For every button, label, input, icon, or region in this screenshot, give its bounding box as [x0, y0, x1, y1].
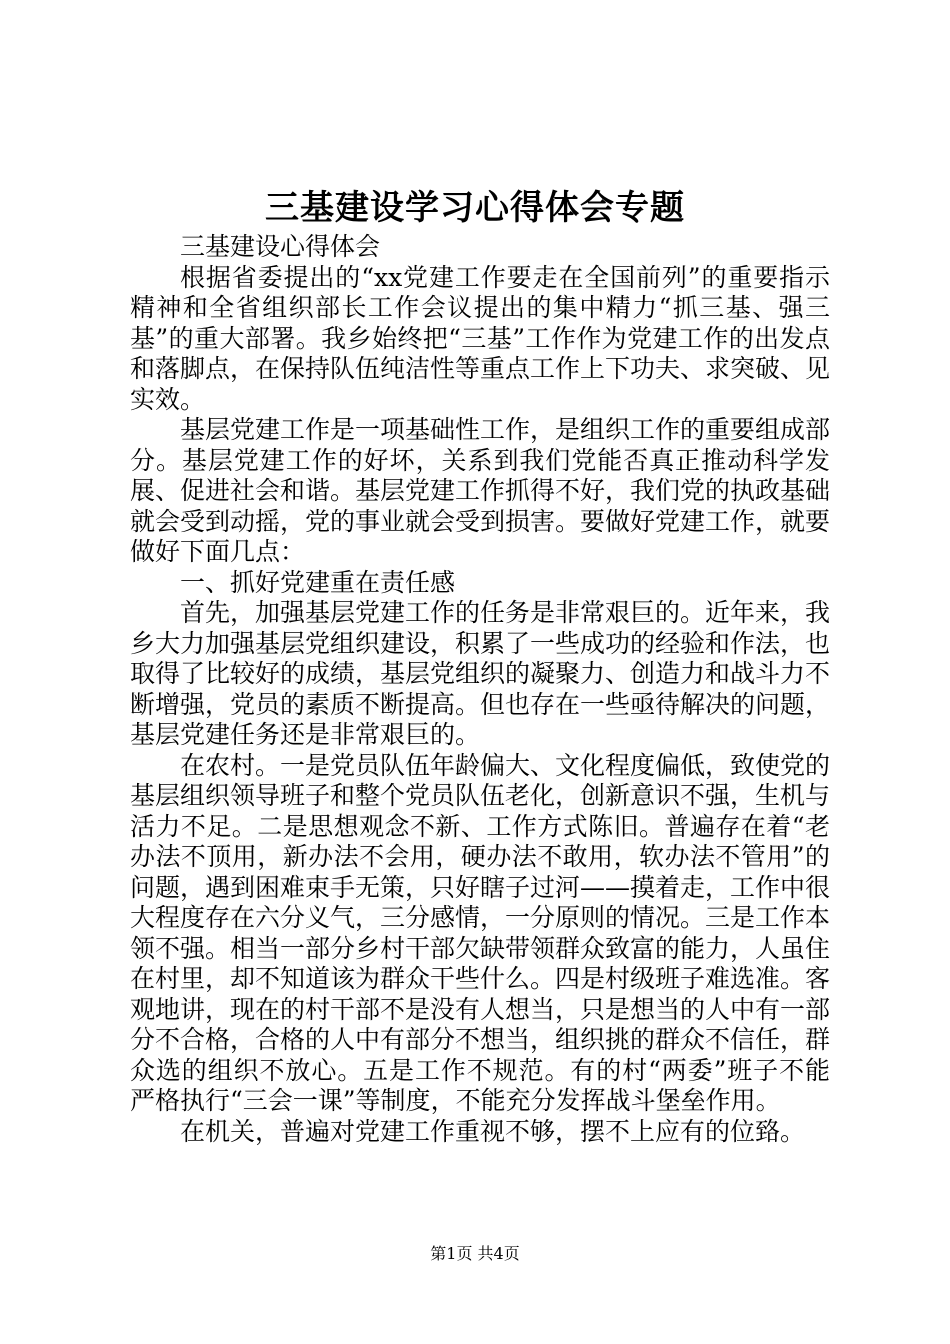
body-paragraph: 根据省委提出的“xx党建工作要走在全国前列”的重要指示精神和全省组织部长工作会议提出的集中精力“抓三基、强三基”的重大部署。我乡始终把“三基”工作作为党建工作的出发点和落脚点，在保持队伍纯洁性等重点工作上下功夫、求突破、见实效。 [130, 262, 831, 414]
section-heading: 一、抓好党建重在责任感 [180, 567, 456, 597]
document-body [130, 232, 830, 1147]
body-paragraph: 基层党建工作是一项基础性工作，是组织工作的重要组成部分。基层党建工作的好坏，关系到我们党能否真正推动科学发展、促进社会和谐。基层党建工作抓得不好，我们党的执政基础就会受到动摇，党的事业就会受到损害。要做好党建工作，就要做好下面几点： [130, 415, 831, 566]
document-title: 三基建设学习心得体会专题 [265, 188, 685, 228]
body-paragraph: 在机关，普遍对党建工作重视不够，摆不上应有的位臵。 [180, 1116, 806, 1146]
body-paragraph: 在农村。一是党员队伍年龄偏大、文化程度偏低，致使党的基层组织领导班子和整个党员队伍老化，创新意识不强，生机与活力不足。二是思想观念不新、工作方式陈旧。普遍存在着“老办法不顶用，新办法不会用，硬办法不敢用，软办法不管用”的问题，遇到困难束手无策，只好瞎子过河——摸着走，工作中很大程度存在六分义气，三分感情，一分原则的情况。三是工作本领不强。相当一部分乡村干部欠缺带领群众致富的能力，人虽住在村里，却不知道该为群众干些什么。四是村级班子难选准。客观地讲，现在的村干部不是没有人想当，只是想当的人中有一部分不合格，合格的人中有部分不想当，组织挑的群众不信任，群众选的组织不放心。五是工作不规范。有的村“两委”班子不能严格执行“三会一课”等制度，不能充分发挥战斗堡垒作用。 [130, 750, 831, 1115]
body-paragraph: 三基建设心得体会 [180, 232, 381, 261]
page-footer: 第1页 共4页 [430, 1244, 520, 1263]
body-paragraph: 首先，加强基层党建工作的任务是非常艰巨的。近年来，我乡大力加强基层党组织建设，积累了一些成功的经验和作法，也取得了比较好的成绩，基层党组织的凝聚力、创造力和战斗力不断增强，党员的素质不断提高。但也存在一些亟待解决的问题，基层党建任务还是非常艰巨的。 [130, 598, 831, 749]
